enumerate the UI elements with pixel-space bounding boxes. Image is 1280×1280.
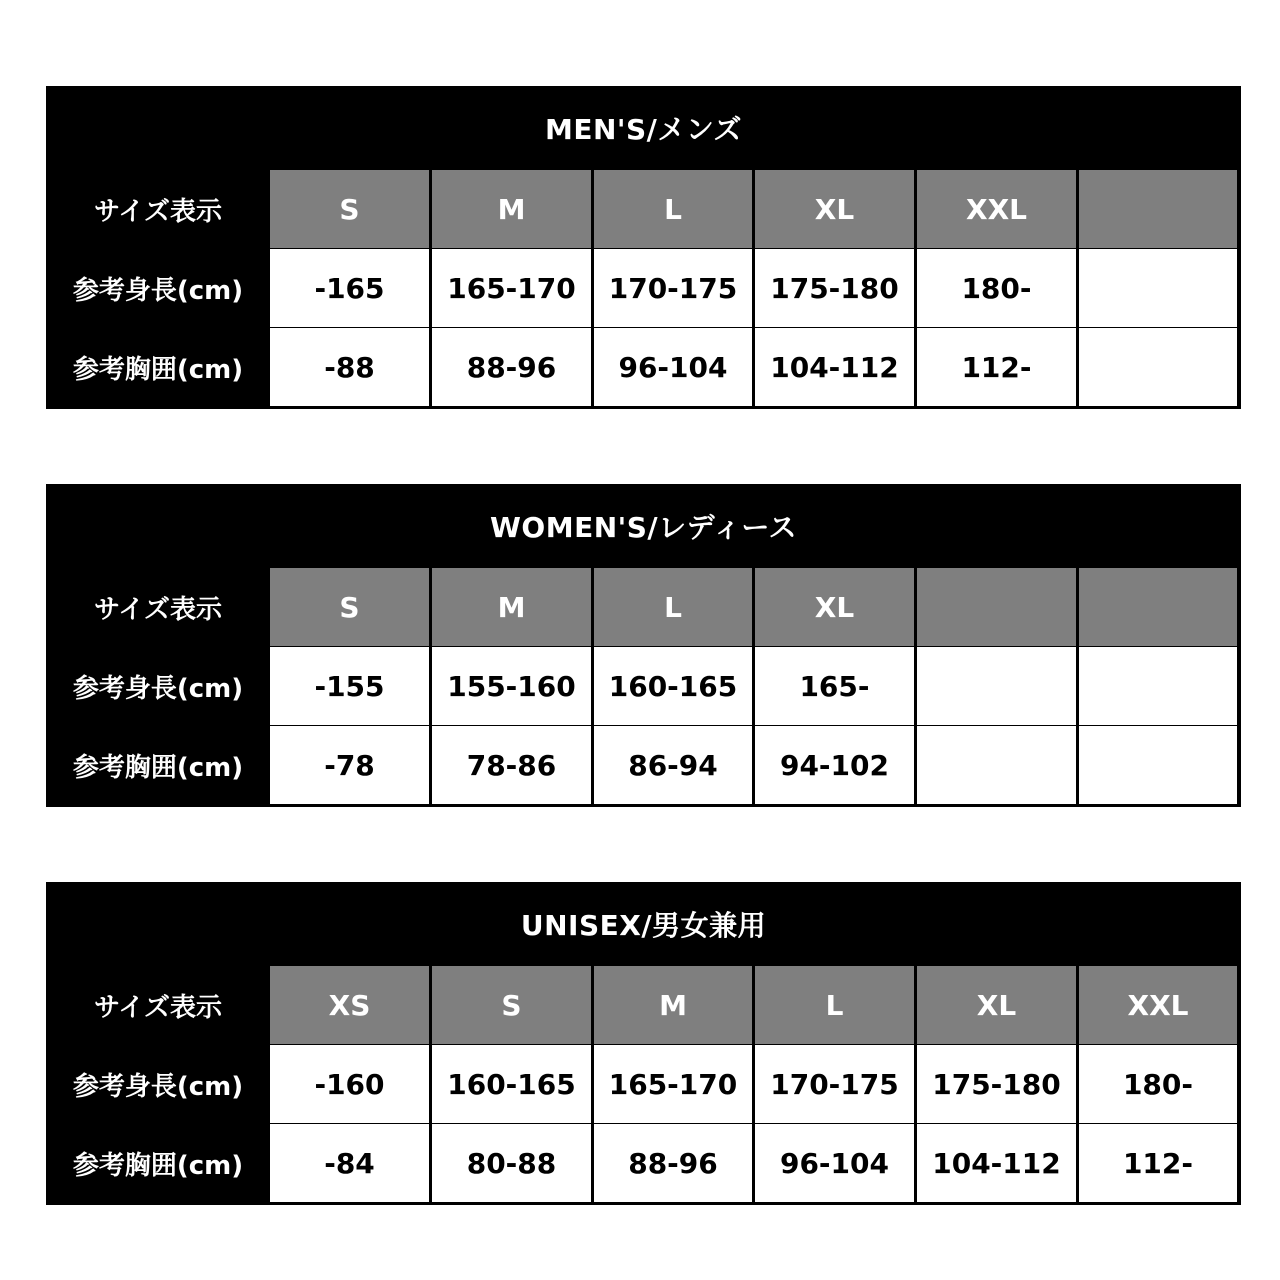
chest-cell: 112- xyxy=(1079,1124,1237,1202)
height-cell: 175-180 xyxy=(917,1045,1076,1123)
chest-cell: 86-94 xyxy=(594,726,752,804)
mens-size-table xyxy=(46,86,1241,409)
chest-cell xyxy=(917,726,1076,804)
chest-cell: -88 xyxy=(270,328,429,406)
size-cell: M xyxy=(594,966,752,1044)
height-row xyxy=(46,249,1241,327)
chest-cell xyxy=(1079,328,1237,406)
chest-cell: 96-104 xyxy=(594,328,752,406)
chest-cell: 88-96 xyxy=(594,1124,752,1202)
row-label: 参考胸囲(cm) xyxy=(72,1150,244,1181)
chest-cell: 104-112 xyxy=(917,1124,1076,1202)
row-label: 参考身長(cm) xyxy=(72,1071,244,1102)
height-row xyxy=(46,1045,1241,1123)
unisex-size-table xyxy=(46,882,1241,1205)
size-row xyxy=(46,568,1241,646)
height-cell xyxy=(1079,647,1237,725)
row-label: 参考胸囲(cm) xyxy=(72,354,244,385)
table-title: UNISEX/男女兼用 xyxy=(520,909,767,942)
row-label: 参考身長(cm) xyxy=(72,275,244,306)
womens-size-table xyxy=(46,484,1241,807)
height-cell: -155 xyxy=(270,647,429,725)
size-cell: XXL xyxy=(1079,966,1237,1044)
height-cell: 165-170 xyxy=(594,1045,752,1123)
row-label: サイズ表示 xyxy=(94,992,222,1023)
size-cell: M xyxy=(432,568,591,646)
chest-row xyxy=(46,726,1241,804)
height-cell xyxy=(1079,249,1237,327)
size-cell: XL xyxy=(755,170,914,248)
size-cell: S xyxy=(432,966,591,1044)
chest-cell: -78 xyxy=(270,726,429,804)
chest-cell: 78-86 xyxy=(432,726,591,804)
size-cell: L xyxy=(755,966,914,1044)
chest-cell xyxy=(1079,726,1237,804)
chest-cell: 104-112 xyxy=(755,328,914,406)
size-cell: XL xyxy=(917,966,1076,1044)
table-title: WOMEN'S/レディース xyxy=(490,511,797,544)
height-cell: 160-165 xyxy=(594,647,752,725)
height-cell: 175-180 xyxy=(755,249,914,327)
row-label: サイズ表示 xyxy=(94,196,222,227)
size-cell: XL xyxy=(755,568,914,646)
chest-cell: 96-104 xyxy=(755,1124,914,1202)
size-cell xyxy=(1079,170,1237,248)
size-cell: XXL xyxy=(917,170,1076,248)
size-cell xyxy=(917,568,1076,646)
chest-row xyxy=(46,1124,1241,1202)
height-cell: 170-175 xyxy=(755,1045,914,1123)
height-cell xyxy=(917,647,1076,725)
size-cell: M xyxy=(432,170,591,248)
size-cell: S xyxy=(270,568,429,646)
height-row xyxy=(46,647,1241,725)
height-cell: 155-160 xyxy=(432,647,591,725)
height-cell: 170-175 xyxy=(594,249,752,327)
table-title: MEN'S/メンズ xyxy=(544,113,743,146)
row-label: 参考身長(cm) xyxy=(72,673,244,704)
row-label: 参考胸囲(cm) xyxy=(72,752,244,783)
size-cell: L xyxy=(594,568,752,646)
size-cell xyxy=(1079,568,1237,646)
size-cell: S xyxy=(270,170,429,248)
height-cell: 180- xyxy=(917,249,1076,327)
height-cell: 160-165 xyxy=(432,1045,591,1123)
height-cell: 165- xyxy=(755,647,914,725)
size-cell: L xyxy=(594,170,752,248)
chest-cell: 88-96 xyxy=(432,328,591,406)
size-row xyxy=(46,170,1241,248)
size-cell: XS xyxy=(270,966,429,1044)
height-cell: 180- xyxy=(1079,1045,1237,1123)
height-cell: 165-170 xyxy=(432,249,591,327)
chest-cell: -84 xyxy=(270,1124,429,1202)
chest-cell: 80-88 xyxy=(432,1124,591,1202)
height-cell: -165 xyxy=(270,249,429,327)
size-row xyxy=(46,966,1241,1044)
chest-cell: 94-102 xyxy=(755,726,914,804)
chest-row xyxy=(46,328,1241,406)
chest-cell: 112- xyxy=(917,328,1076,406)
height-cell: -160 xyxy=(270,1045,429,1123)
row-label: サイズ表示 xyxy=(94,594,222,625)
